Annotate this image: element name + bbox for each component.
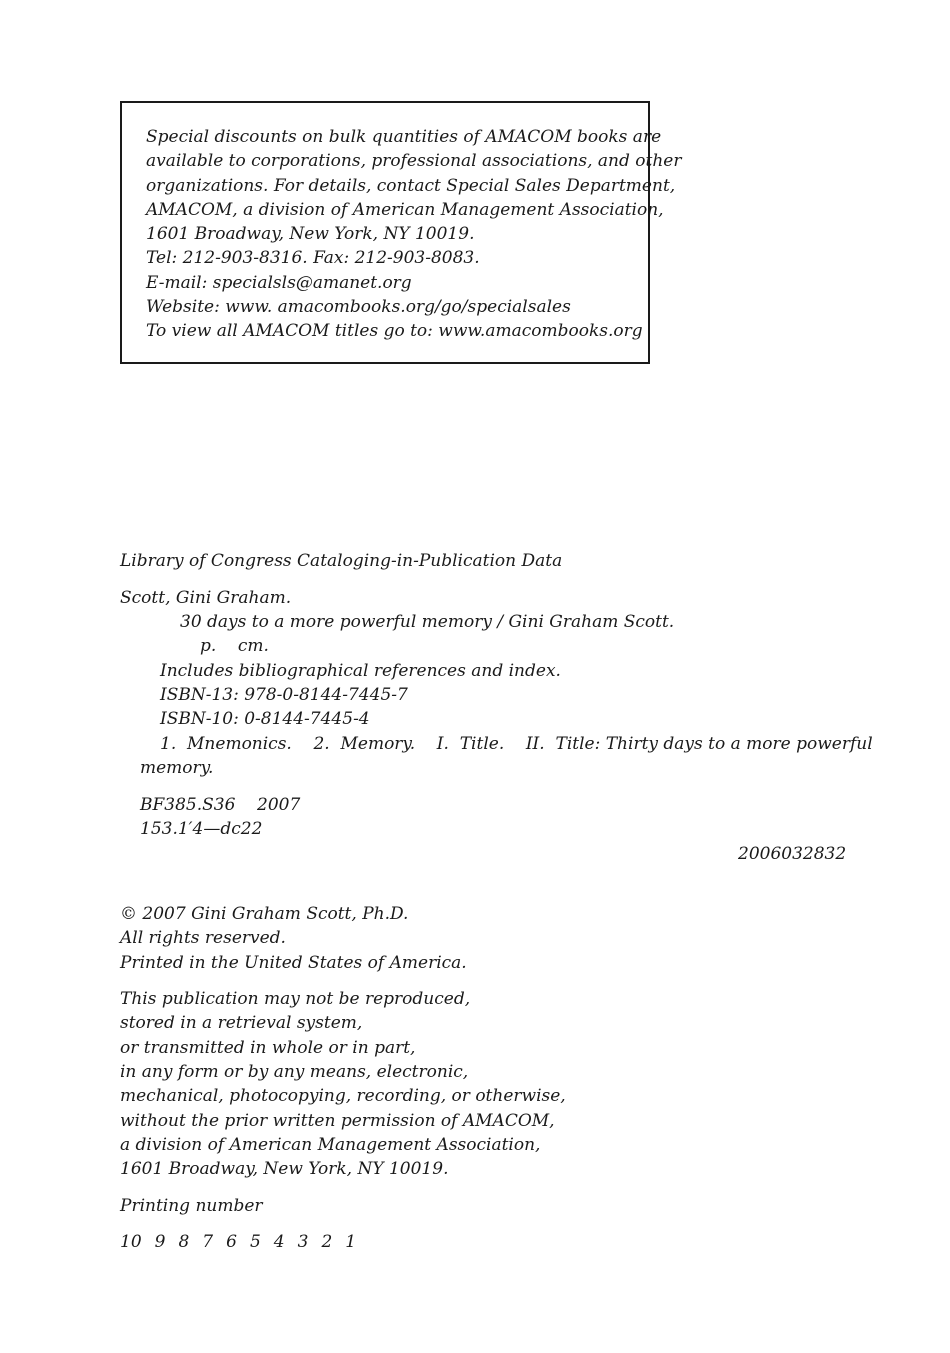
special-sales-line: To view all AMACOM titles go to: www.amacombooks.org [146, 321, 643, 342]
special-sales-line: Website: www. amacombooks.org/go/specialsales [146, 297, 571, 318]
printing-number: 6 [226, 1232, 237, 1252]
rights-line: a division of American Management Association, [120, 1135, 541, 1155]
printing-label: Printing number [120, 1196, 263, 1216]
cip-notes: Includes bibliographical references and index. [160, 661, 561, 681]
printing-numbers [120, 1230, 369, 1254]
special-sales-line: available to corporations, professional associations, and other [146, 151, 682, 172]
printing-number: 10 [120, 1232, 142, 1252]
cip-subjects: 1. Mnemonics. 2. Memory. I. Title. II. Title: Thirty days to a more powerful [160, 734, 873, 754]
rights-line: 1601 Broadway, New York, NY 10019. [120, 1159, 449, 1179]
cip-title: 30 days to a more powerful memory / Gini Graham Scott. [180, 612, 675, 632]
printing-number: 5 [249, 1232, 261, 1252]
special-sales-line: 1601 Broadway, New York, NY 10019. [146, 224, 475, 245]
special-sales-line: Special discounts on bulk quantities of AMACOM books are [146, 127, 662, 147]
cip-lc-class: BF385.S36 2007 [140, 795, 301, 815]
printing-number: 9 [154, 1232, 166, 1252]
rights-line: without the prior written permission of AMACOM, [120, 1111, 555, 1131]
cip-isbn13: ISBN-13: 978-0-8144-7445-7 [160, 685, 408, 705]
special-sales-text [146, 125, 682, 344]
cip-heading: Library of Congress Cataloging-in-Publication Data [120, 551, 563, 571]
cip-author: Scott, Gini Graham. [120, 588, 292, 608]
copyright-line: © 2007 Gini Graham Scott, Ph.D. [120, 904, 409, 924]
copyright-line: All rights reserved. [120, 928, 286, 948]
rights-line: This publication may not be reproduced, [120, 989, 471, 1009]
cip-isbn10: ISBN-10: 0-8144-7445-4 [160, 709, 370, 729]
printing-number: 7 [202, 1232, 214, 1252]
special-sales-line: E-mail: specialsls@amanet.org [146, 272, 412, 293]
cip-lccn: 2006032832 [738, 844, 847, 864]
rights-line: in any form or by any means, electronic, [120, 1062, 469, 1082]
rights-line: or transmitted in whole or in part, [120, 1038, 416, 1058]
printing-number: 8 [178, 1232, 190, 1252]
printing-number: 4 [273, 1232, 285, 1252]
special-sales-line: organizations. For details, contact Special Sales Department, [146, 175, 676, 196]
special-sales-line: Tel: 212-903-8316. Fax: 212-903-8083. [146, 248, 480, 269]
rights-line: stored in a retrieval system, [120, 1013, 363, 1033]
cip-subjects-cont: memory. [140, 758, 214, 778]
rights-line: mechanical, photocopying, recording, or otherwise, [120, 1086, 566, 1106]
printing-number: 3 [297, 1232, 309, 1252]
special-sales-line: AMACOM, a division of American Management Association, [146, 199, 664, 220]
cip-pages: p. cm. [200, 636, 269, 656]
copyright-line: Printed in the United States of America. [120, 953, 467, 973]
printing-number: 1 [345, 1232, 357, 1252]
cip-dewey: 153.1′4—dc22 [140, 819, 263, 839]
printing-number: 2 [321, 1232, 333, 1252]
